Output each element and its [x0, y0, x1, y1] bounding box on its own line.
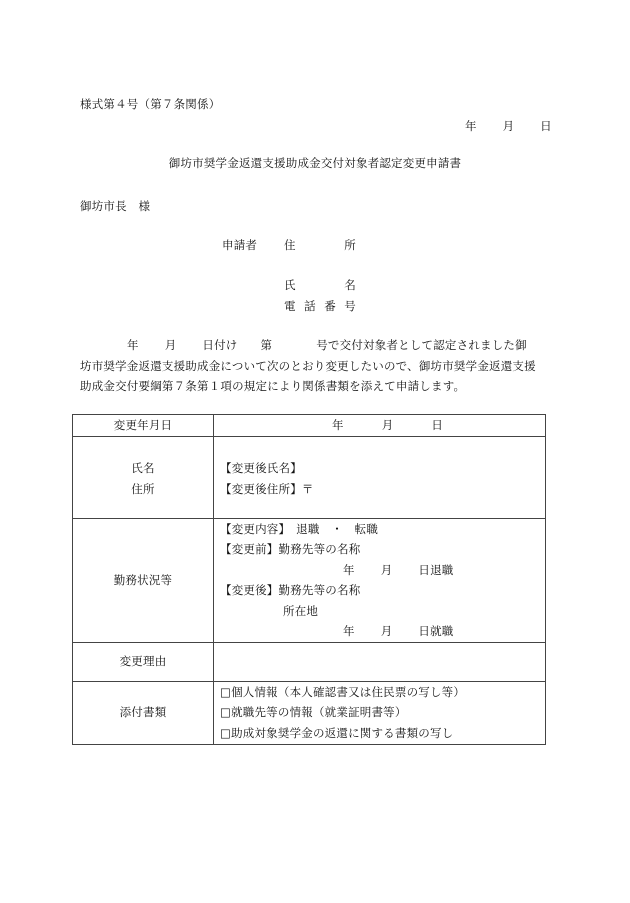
- join-month: 月: [380, 624, 393, 638]
- statement-year: 年: [127, 338, 139, 352]
- applicant-address-label: 住所: [284, 238, 356, 252]
- attachments-value: [214, 681, 546, 744]
- applicant-name-label: 氏名: [284, 278, 356, 292]
- attachments-label: 添付書類: [73, 681, 214, 744]
- applicant-label: 申請者: [222, 238, 258, 252]
- reason-label: 変更理由: [73, 642, 214, 681]
- change-date-day: 日: [431, 418, 444, 432]
- change-details-table: [72, 414, 546, 745]
- reason-row: [73, 642, 546, 681]
- name-address-row: [73, 436, 546, 518]
- retire-day: 日退職: [418, 562, 454, 577]
- new-name-field: 【変更後氏名】: [220, 461, 302, 475]
- attachment-repayment-docs[interactable]: □助成対象奨学金の返還に関する書類の写し: [220, 725, 454, 740]
- statement-line-1-rest: 号で交付対象者として認定されました御: [316, 338, 527, 352]
- employment-date-line: [220, 621, 545, 642]
- retire-month: 月: [380, 562, 393, 577]
- name-address-label: [73, 436, 214, 518]
- before-employer-line: 【変更前】勤務先等の名称: [220, 542, 361, 556]
- retire-year: 年: [343, 562, 355, 577]
- employment-label: 勤務状況等: [73, 518, 214, 642]
- retirement-date-line: [220, 560, 545, 581]
- attachments-row: [73, 681, 546, 744]
- change-content-line: 【変更内容】 退職 ・ 転職: [220, 521, 379, 536]
- statement-line-1: [80, 335, 550, 356]
- date-month: 月: [502, 119, 515, 133]
- reason-value[interactable]: [214, 642, 546, 681]
- join-day: 日就職: [418, 624, 454, 638]
- after-employer-line: 【変更後】勤務先等の名称: [220, 583, 361, 597]
- date-day: 日: [540, 119, 552, 133]
- applicant-phone-label: 電話番号: [284, 299, 356, 313]
- change-date-month: 月: [381, 418, 394, 432]
- attachment-employment-info[interactable]: □就職先等の情報（就業証明書等）: [220, 705, 407, 720]
- submission-date: [465, 118, 552, 134]
- document-title: 御坊市奨学金返還支援助成金交付対象者認定変更申請書: [168, 156, 462, 170]
- change-date-label: 変更年月日: [73, 415, 214, 437]
- employment-value[interactable]: [214, 518, 546, 642]
- statement-line-3: 助成金交付要綱第７条第１項の規定により関係書類を添えて申請します。: [80, 379, 466, 393]
- employment-row: [73, 518, 546, 642]
- join-year: 年: [343, 624, 355, 638]
- change-date-year: 年: [332, 418, 344, 432]
- statement-month: 月: [164, 338, 177, 352]
- date-year: 年: [465, 119, 477, 133]
- change-date-value[interactable]: [214, 415, 546, 437]
- application-statement: [80, 335, 550, 397]
- name-label: 氏名: [131, 461, 155, 475]
- address-label: 住所: [131, 481, 155, 496]
- addressee: 御坊市長 様: [80, 199, 151, 213]
- statement-line-2: 坊市奨学金返還支援助成金について次のとおり変更したいので、御坊市奨学金返還支援: [80, 358, 536, 373]
- name-address-value[interactable]: [214, 436, 546, 518]
- change-date-row: [73, 415, 546, 437]
- form-number: 様式第４号（第７条関係）: [80, 97, 221, 111]
- statement-number-prefix: 第: [260, 338, 273, 352]
- statement-dated: 日付け: [202, 338, 238, 352]
- attachment-personal-info[interactable]: □個人情報（本人確認書又は住民票の写し等）: [220, 684, 466, 699]
- location-line: 所在地: [283, 603, 319, 618]
- new-address-field: 【変更後住所】〒: [220, 481, 314, 496]
